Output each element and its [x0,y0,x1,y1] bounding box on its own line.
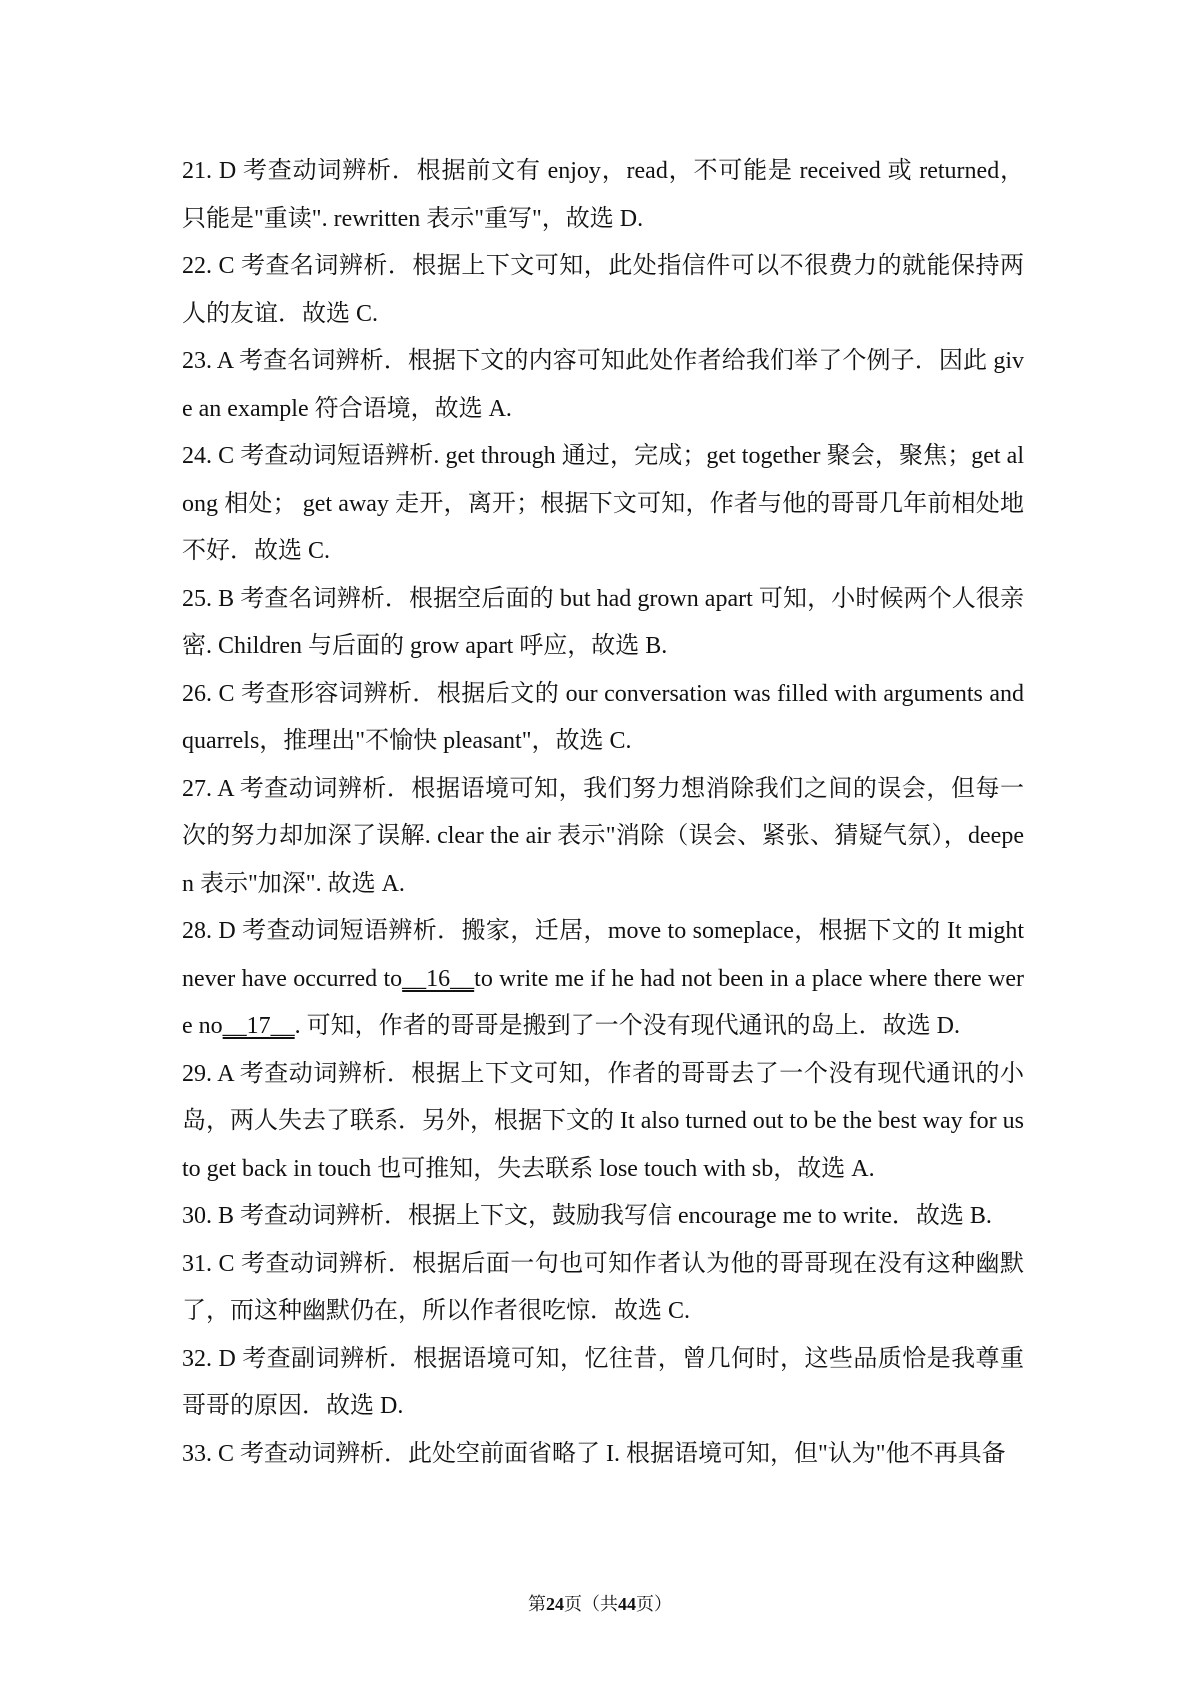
answer-30 [182,1193,1024,1241]
answer-21 [182,148,1024,243]
answer-text-before: 考查动词短语辨析．搬家，迁居，move to someplace，根据下文的 It might never have occurred to [182,918,1024,992]
answer-label: 32. D [182,1345,236,1372]
answer-text: 考查动词辨析．根据上下文，鼓励我写信 encourage me to write．故选 B. [240,1203,992,1229]
answer-26 [182,671,1024,766]
answer-text-middle: to write me if he had not been in a place where there were no [182,965,1024,1039]
blank-16: __16__ [402,965,475,992]
answer-text: 考查动词短语辨析. get through 通过，完成；get together 聚会，聚焦；get along 相处； get away 走开，离开；根据下文可知，作者与他的哥哥几年前相处地不好．故选 C. [182,443,1024,564]
answer-label: 33. C [182,1440,235,1467]
answer-text: 考查形容词辨析．根据后文的 our conversation was filled with arguments and quarrels，推理出"不愉快 pleasant"，故选 C. [182,680,1025,754]
answer-29 [182,1051,1024,1194]
answer-23 [182,338,1024,433]
answer-explanations [182,148,1024,1478]
footer-suffix: 页） [636,1594,672,1614]
answer-text: 考查动词辨析．根据后面一句也可知作者认为他的哥哥现在没有这种幽默了，而这种幽默仍在，所以作者很吃惊．故选 C. [182,1250,1024,1324]
page-footer [0,1590,1200,1616]
answer-32 [182,1336,1024,1431]
answer-text: 考查动词辨析．根据前文有 enjoy，read，不可能是 received 或 returned，只能是"重读". rewritten 表示"重写"，故选 D. [182,158,1025,232]
answer-31 [182,1241,1024,1336]
answer-28 [182,908,1024,1051]
answer-label: 29. A [182,1060,234,1087]
answer-label: 26. C [182,680,235,707]
answer-text: 考查名词辨析．根据空后面的 but had grown apart 可知，小时候两个人很亲密. Children 与后面的 grow apart 呼应，故选 B. [182,585,1025,659]
answer-27 [182,766,1024,909]
answer-text-after: . 可知，作者的哥哥是搬到了一个没有现代通讯的岛上．故选 D. [294,1013,960,1039]
answer-24 [182,433,1024,576]
answer-22 [182,243,1024,338]
answer-label: 31. C [182,1250,235,1277]
answer-label: 25. B [182,585,235,612]
answer-25 [182,576,1024,671]
answer-text: 考查副词辨析．根据语境可知，忆往昔，曾几何时，这些品质恰是我尊重哥哥的原因．故选 D. [182,1345,1024,1419]
answer-label: 23. A [182,348,233,374]
answer-label: 24. C [182,443,235,469]
current-page-number: 24 [546,1594,564,1614]
answer-label: 27. A [182,775,234,802]
blank-17: __17__ [222,1013,295,1039]
footer-prefix: 第 [528,1594,546,1614]
total-page-count: 44 [618,1594,636,1614]
answer-label: 22. C [182,253,235,279]
answer-label: 21. D [182,158,237,184]
answer-label: 30. B [182,1203,235,1229]
footer-middle: 页（共 [564,1594,618,1614]
answer-text: 考查动词辨析．此处空前面省略了 I. 根据语境可知，但"认为"他不再具备 [240,1440,1006,1467]
answer-text: 考查名词辨析．根据下文的内容可知此处作者给我们举了个例子．因此 give an example 符合语境，故选 A. [182,348,1025,422]
answer-text: 考查名词辨析．根据上下文可知，此处指信件可以不很费力的就能保持两人的友谊．故选 C. [182,253,1024,327]
answer-text: 考查动词辨析．根据语境可知，我们努力想消除我们之间的误会，但每一次的努力却加深了误解. clear the air 表示"消除（误会、紧张、猜疑气氛），deepen 表示"加深". 故选 A. [182,775,1025,897]
answer-33 [182,1431,1024,1479]
answer-text: 考查动词辨析．根据上下文可知，作者的哥哥去了一个没有现代通讯的小岛，两人失去了联系．另外，根据下文的 It also turned out to be the best way for us to get back in touch 也可推知，失去联系 lose touch with sb，故选 A. [182,1060,1025,1182]
answer-label: 28. D [182,918,236,944]
